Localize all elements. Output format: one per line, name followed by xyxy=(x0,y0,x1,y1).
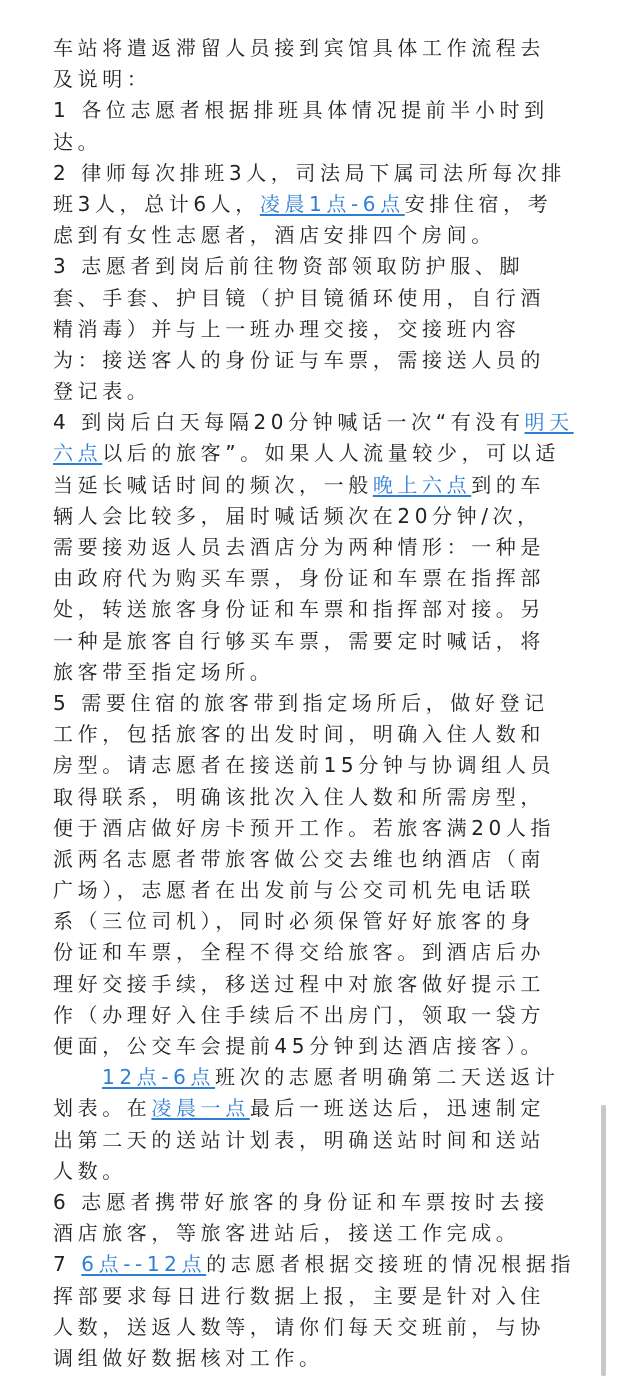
text-segment: 旅客带至指定场所。 xyxy=(53,659,275,684)
text-segment: 套、手套、护目镜（护目镜循环使用，自行酒 xyxy=(53,285,545,310)
time-link[interactable]: 明天 xyxy=(524,410,574,435)
text-segment: 车站将遣返滞留人员接到宾馆具体工作流程去 xyxy=(53,36,545,60)
text-line xyxy=(53,470,575,501)
text-segment: 由政府代为购买车票，身份证和车票在指挥部 xyxy=(53,566,545,591)
text-segment: 班次的志愿者明确第二天送返计 xyxy=(215,1065,560,1090)
text-segment: 4 到岗后白天每隔20分钟喊话一次“有没有 xyxy=(53,410,525,435)
text-line xyxy=(53,969,575,1000)
text-line xyxy=(53,750,575,781)
text-line xyxy=(53,782,575,813)
document-body xyxy=(53,33,575,1374)
text-segment: 取得联系，明确该批次入住人数和所需房型， xyxy=(53,784,545,809)
text-segment: 精消毒）并与上一班办理交接，交接班内容 xyxy=(53,316,521,341)
text-line xyxy=(53,251,575,282)
text-line xyxy=(53,64,575,95)
text-line xyxy=(53,1062,575,1093)
text-segment: 便于酒店做好房卡预开工作。若旅客满20人指 xyxy=(53,815,556,840)
text-segment: 系（三位司机），同时必须保管好好旅客的身 xyxy=(53,909,535,934)
text-segment: 需要接劝返人员去酒店分为两种情形：一种是 xyxy=(53,535,545,559)
text-line xyxy=(53,1125,575,1156)
text-segment: 登记表。 xyxy=(53,379,152,404)
text-line xyxy=(53,220,575,251)
time-link[interactable]: 六点 xyxy=(53,441,103,466)
text-line xyxy=(53,1000,575,1031)
text-line xyxy=(53,189,575,220)
text-line xyxy=(53,1093,575,1124)
text-segment: 当延长喊话时间的频次，一般 xyxy=(53,472,373,497)
text-segment: 为：接送客人的身份证与车票，需接送人员的 xyxy=(53,347,545,372)
text-segment: 辆人会比较多，届时喊话频次在20分钟/次， xyxy=(53,503,542,528)
text-segment: 3 志愿者到岗后前往物资部领取防护服、脚 xyxy=(53,254,525,279)
text-line xyxy=(53,283,575,314)
text-segment: 挥部要求每日进行数据上报，主要是针对入住 xyxy=(53,1283,545,1308)
text-line xyxy=(53,1218,575,1249)
text-segment: 5 需要住宿的旅客带到指定场所后，做好登记 xyxy=(53,690,549,715)
text-segment: 班3人，总计6人， xyxy=(53,191,260,216)
text-segment: 调组做好数据核对工作。 xyxy=(53,1345,324,1370)
text-line xyxy=(53,1312,575,1343)
text-line xyxy=(53,1156,575,1187)
text-segment: 的志愿者根据交接班的情况根据指 xyxy=(206,1252,576,1277)
text-segment: 一种是旅客自行够买车票，需要定时喊话，将 xyxy=(53,628,545,653)
text-line xyxy=(53,407,575,438)
time-link[interactable]: 12点-6点 xyxy=(102,1065,215,1090)
text-line xyxy=(53,719,575,750)
text-segment: 达。 xyxy=(53,129,103,154)
text-line xyxy=(53,1187,575,1218)
time-link[interactable]: 凌晨一点 xyxy=(151,1096,250,1121)
text-segment: 2 律师每次排班3人，司法局下属司法所每次排 xyxy=(53,160,567,185)
text-segment: 及说明： xyxy=(53,67,152,92)
text-segment: 1 各位志愿者根据排班具体情况提前半小时到 xyxy=(53,98,549,123)
text-line xyxy=(53,376,575,407)
text-line xyxy=(53,844,575,875)
text-line xyxy=(53,563,575,594)
text-line xyxy=(53,1249,575,1280)
text-segment: 派两名志愿者带旅客做公交去维也纳酒店（南 xyxy=(53,846,545,871)
text-segment: 人数。 xyxy=(53,1158,127,1183)
text-segment: 最后一班送达后，迅速制定 xyxy=(249,1096,546,1121)
text-line xyxy=(53,875,575,906)
text-line xyxy=(53,532,575,563)
text-line xyxy=(53,158,575,189)
text-line xyxy=(53,626,575,657)
text-line xyxy=(53,1343,575,1374)
text-segment: 便面，公交车会提前45分钟到达酒店接客）。 xyxy=(53,1034,546,1058)
text-segment: 安排住宿，考 xyxy=(404,191,553,216)
text-line xyxy=(53,501,575,532)
text-segment: 工作，包括旅客的出发时间，明确入住人数和 xyxy=(53,722,545,747)
text-segment: 人数，送返人数等，请你们每天交班前，与协 xyxy=(53,1314,545,1339)
text-line xyxy=(53,127,575,158)
text-line xyxy=(53,813,575,844)
text-segment: 房型。请志愿者在接送前15分钟与协调组人员 xyxy=(53,753,556,778)
text-segment: 以后的旅客”。如果人人流量较少，可以适 xyxy=(102,441,560,466)
text-segment: 7 xyxy=(53,1252,82,1277)
text-line xyxy=(53,937,575,968)
text-line xyxy=(53,438,575,469)
text-segment: 处，转送旅客身份证和车票和指挥部对接。另 xyxy=(53,597,545,622)
text-line xyxy=(53,1031,575,1062)
text-line xyxy=(53,314,575,345)
text-segment: 出第二天的送站计划表，明确送站时间和送站 xyxy=(53,1127,545,1152)
text-segment: 份证和车票，全程不得交给旅客。到酒店后办 xyxy=(53,940,545,965)
text-line xyxy=(53,688,575,719)
text-segment: 理好交接手续，移送过程中对旅客做好提示工 xyxy=(53,971,545,996)
text-line xyxy=(53,1281,575,1312)
text-line xyxy=(53,906,575,937)
text-segment: 6 志愿者携带好旅客的身份证和车票按时去接 xyxy=(53,1189,549,1214)
text-line xyxy=(53,657,575,688)
text-line xyxy=(53,33,575,64)
text-segment: 作（办理好入住手续后不出房门，领取一袋方 xyxy=(53,1002,545,1027)
text-segment: 划表。在 xyxy=(53,1096,152,1121)
text-line xyxy=(53,594,575,625)
text-segment: 虑到有女性志愿者，酒店安排四个房间。 xyxy=(53,223,496,248)
time-link[interactable]: 凌晨1点-6点 xyxy=(259,191,405,216)
scrollbar[interactable] xyxy=(601,1105,606,1376)
time-link[interactable]: 晚上六点 xyxy=(372,472,472,497)
text-segment: 酒店旅客，等旅客进站后，接送工作完成。 xyxy=(53,1221,521,1246)
text-line xyxy=(53,95,575,126)
time-link[interactable]: 6点--12点 xyxy=(81,1252,207,1277)
text-segment: 广场），志愿者在出发前与公交司机先电话联 xyxy=(53,878,535,903)
text-segment: 到的车 xyxy=(471,472,546,497)
text-line xyxy=(53,345,575,376)
